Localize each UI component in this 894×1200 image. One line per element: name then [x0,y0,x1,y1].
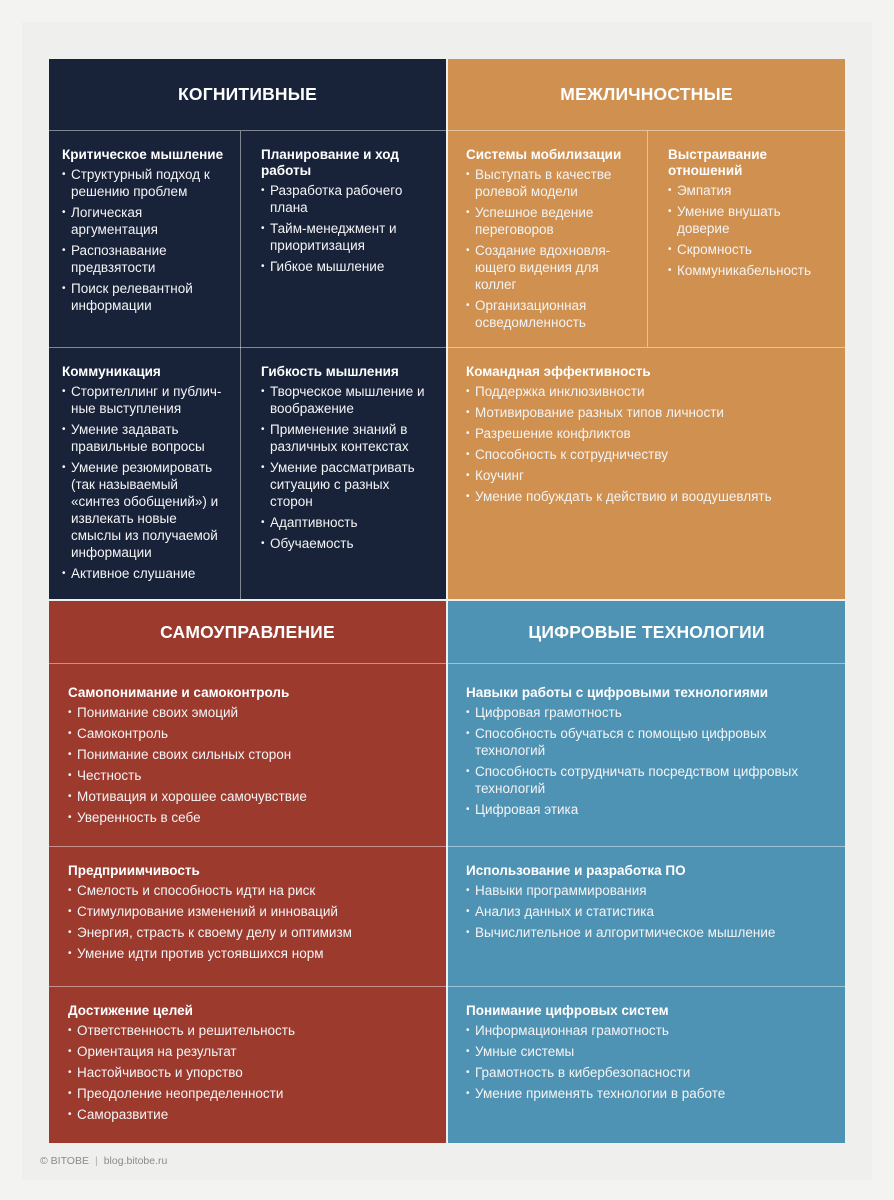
list-item: • Логическая аргументация [62,204,228,238]
list-item: • Творческое мышление и воображение [261,383,434,417]
list-item: • Смелость и способность идти на риск [68,882,434,899]
cell-title: Коммуникация [62,364,161,379]
list-item: • Поиск релевантной информации [62,280,228,314]
list-item: • Умение рассматривать ситуацию с разных сторон [261,459,434,510]
list-item: • Создание вдохновля-ющего видения для коллег [466,242,635,293]
cell-goal-achievement [55,987,446,1143]
self-management-panel [49,601,446,1143]
list-item: • Цифровая грамотность [466,704,833,721]
footer-link[interactable]: blog.bitobe.ru [103,1155,168,1167]
list-item: • Способность к сотрудничеству [466,446,833,463]
list-item: • Мотивирование разных типов личности [466,404,833,421]
cell-title: Системы мобилизации [466,147,622,162]
list-item: • Энергия, страсть к своему делу и оптимизм [68,924,434,941]
list-item: • Распознавание предвзятости [62,242,228,276]
list-item: • Умение применять технологии в работе [466,1085,833,1102]
list-item: • Грамотность в кибербезопасности [466,1064,833,1081]
cell-title: Использование и разработка ПО [466,863,686,878]
list-item: • Умение идти против устоявшихся норм [68,945,434,962]
list-item: • Умение внушать доверие [668,203,833,237]
cell-planning [248,131,446,347]
list-item: • Саморазвитие [68,1106,434,1123]
list-item: • Умение резюмировать (так называемый «синтез обобщений») и извлекать новые смыслы из получаемой информации [62,459,228,561]
interpersonal-panel [448,59,845,599]
list-item: • Коммуникабельность [668,262,833,279]
list-item: • Тайм-менеджмент и приоритизация [261,220,434,254]
cell-team-effectiveness [453,348,845,599]
list-item: • Обучаемость [261,535,434,552]
divider [647,131,648,347]
cell-title: Планирование и ход работы [261,147,399,178]
list-item: • Навыки программирования [466,882,833,899]
list-item: • Понимание своих эмоций [68,704,434,721]
cognitive-header: КОГНИТИВНЫЕ [49,59,446,131]
list-item: • Умение побуждать к действию и воодушевлять [466,488,833,505]
cell-software [453,847,845,986]
list-item: • Выступать в качестве ролевой модели [466,166,635,200]
footer-separator: | [94,1155,98,1167]
list-item: • Активное слушание [62,565,228,582]
cell-title: Гибкость мышления [261,364,399,379]
cell-communication [49,348,240,599]
self-management-header: САМОУПРАВЛЕНИЕ [49,601,446,664]
list-item: • Разрешение конфликтов [466,425,833,442]
copyright-text: © BITOBE [40,1155,89,1167]
list-item: • Скромность [668,241,833,258]
cell-digital-systems [453,987,845,1143]
list-item: • Стимулирование изменений и инноваций [68,903,434,920]
list-item: • Эмпатия [668,182,833,199]
list-item: • Умные системы [466,1043,833,1060]
cognitive-panel [49,59,446,599]
list-item: • Уверенность в себе [68,809,434,826]
list-item: • Структурный подход к решению проблем [62,166,228,200]
cell-digital-skills [453,669,845,845]
divider [240,131,241,599]
cell-relationships [655,131,845,347]
list-item: • Настойчивость и упорство [68,1064,434,1081]
cell-title: Критическое мышление [62,147,224,162]
list-item: • Понимание своих сильных сторон [68,746,434,763]
digital-header: ЦИФРОВЫЕ ТЕХНОЛОГИИ [448,601,845,664]
list-item: • Применение знаний в различных контекстах [261,421,434,455]
cell-mobilization [453,131,647,347]
list-item: • Сторителлинг и публич-ные выступления [62,383,228,417]
list-item: • Вычислительное и алгоритмическое мышление [466,924,833,941]
list-item: • Цифровая этика [466,801,833,818]
list-item: • Адаптивность [261,514,434,531]
list-item: • Честность [68,767,434,784]
list-item: • Мотивация и хорошее самочувствие [68,788,434,805]
list-item: • Организационная осведомленность [466,297,635,331]
cell-self-awareness [55,669,446,845]
cell-title: Понимание цифровых систем [466,1003,669,1018]
list-item: • Гибкое мышление [261,258,434,275]
list-item: • Умение задавать правильные вопросы [62,421,228,455]
list-item: • Разработка рабочего плана [261,182,434,216]
footer [40,1155,167,1167]
cell-critical-thinking [49,131,240,347]
cell-title: Самопонимание и самоконтроль [68,685,290,700]
digital-panel [448,601,845,1143]
cell-title: Достижение целей [68,1003,193,1018]
list-item: • Способность обучаться с помощью цифровых технологий [466,725,833,759]
list-item: • Ориентация на результат [68,1043,434,1060]
cell-entrepreneurship [55,847,446,986]
cell-title: Выстраивание отношений [668,147,768,178]
list-item: • Ответственность и решительность [68,1022,434,1039]
list-item: • Способность сотрудничать посредством цифровых технологий [466,763,833,797]
list-item: • Поддержка инклюзивности [466,383,833,400]
interpersonal-header: МЕЖЛИЧНОСТНЫЕ [448,59,845,131]
cell-title: Командная эффективность [466,364,651,379]
list-item: • Анализ данных и статистика [466,903,833,920]
list-item: • Информационная грамотность [466,1022,833,1039]
list-item: • Успешное ведение переговоров [466,204,635,238]
cell-flexibility [248,348,446,599]
cell-title: Навыки работы с цифровыми технологиями [466,685,769,700]
list-item: • Преодоление неопределенности [68,1085,434,1102]
list-item: • Самоконтроль [68,725,434,742]
cell-title: Предприимчивость [68,863,200,878]
list-item: • Коучинг [466,467,833,484]
